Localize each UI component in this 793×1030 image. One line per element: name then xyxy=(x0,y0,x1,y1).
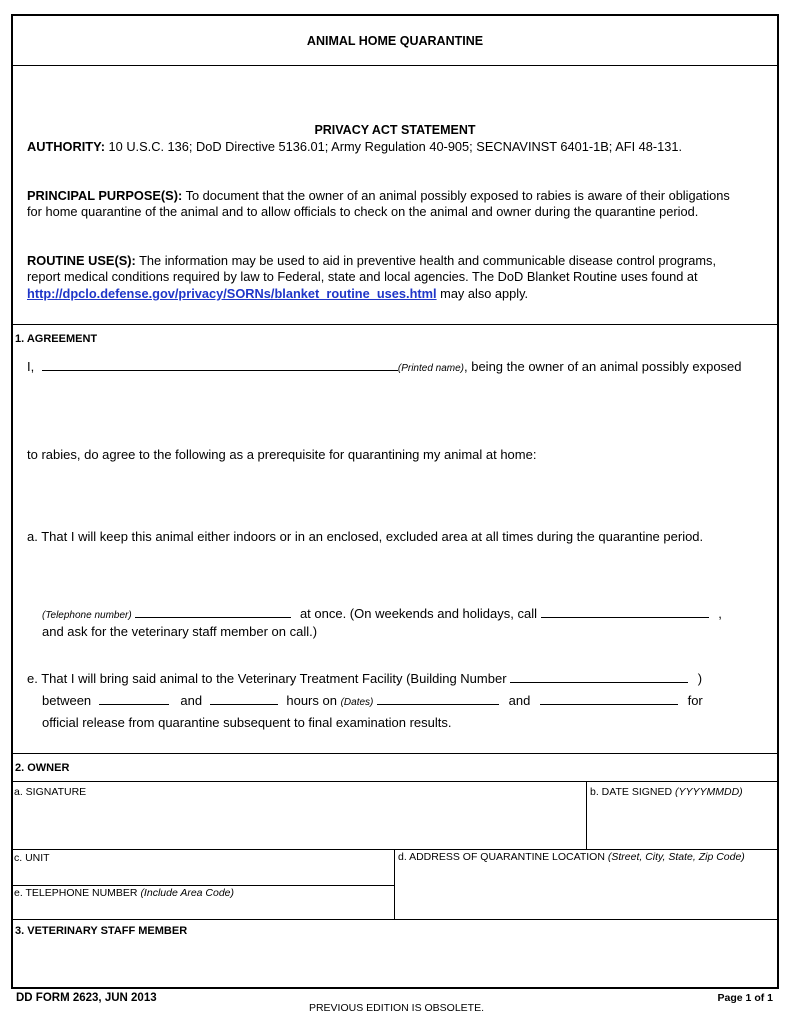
rabies-text: to rabies, do agree to the following as a prerequisite for quarantining my animal at home: xyxy=(27,447,537,462)
owner-heading: 2. OWNER xyxy=(15,762,70,774)
item-e-text: e. That I will bring said animal to the Veterinary Treatment Facility (Building Number xyxy=(27,671,507,686)
divider-privacy xyxy=(11,324,779,325)
telephone-field[interactable] xyxy=(135,605,291,618)
printed-name-field[interactable] xyxy=(42,358,398,371)
building-number-field[interactable] xyxy=(510,670,688,683)
telephone-line xyxy=(42,605,722,621)
authority-label: AUTHORITY: xyxy=(27,139,105,154)
date-from-field[interactable] xyxy=(377,692,499,705)
purpose-label: PRINCIPAL PURPOSE(S): xyxy=(27,188,183,203)
page-number: Page 1 of 1 xyxy=(717,992,773,1004)
vet-staff-field[interactable] xyxy=(12,940,776,987)
and-text-2: and xyxy=(508,693,531,708)
hours-from-field[interactable] xyxy=(99,692,169,705)
at-once-text: at once. (On weekends and holidays, call xyxy=(299,606,537,621)
authority-text: 10 U.S.C. 136; DoD Directive 5136.01; Army Regulation 40-905; SECNAVINST 6401-1B; AFI 48-131. xyxy=(108,139,683,154)
routine-line-3 xyxy=(27,286,528,302)
divider-owner-heading xyxy=(11,781,779,782)
purpose-text-1: To document that the owner of an animal possibly exposed to rabies is aware of their obligations xyxy=(185,188,730,203)
blanket-routine-uses-link[interactable]: http://dpclo.defense.gov/privacy/SORNs/blanket_routine_uses.html xyxy=(27,286,437,301)
telephone-label xyxy=(14,887,234,899)
date-signed-hint: (YYYYMMDD) xyxy=(675,786,743,798)
signature-label: a. SIGNATURE xyxy=(14,786,87,798)
privacy-heading: PRIVACY ACT STATEMENT xyxy=(314,123,476,137)
routine-text-1: The information may be used to aid in preventive health and communicable disease control programs, xyxy=(139,253,716,268)
for-text: for xyxy=(687,693,703,708)
address-text: d. ADDRESS OF QUARANTINE LOCATION xyxy=(398,851,605,863)
agreement-heading: 1. AGREEMENT xyxy=(15,333,98,345)
address-hint: (Street, City, State, Zip Code) xyxy=(607,851,745,863)
purpose-line-1 xyxy=(27,188,730,204)
date-signed-label xyxy=(590,786,743,798)
divider-title xyxy=(11,65,779,66)
unit-label: c. UNIT xyxy=(14,852,50,864)
routine-line-1 xyxy=(27,253,716,269)
divider-agreement xyxy=(11,753,779,754)
owner-telephone-field[interactable] xyxy=(12,901,392,918)
divider-owner xyxy=(11,919,779,920)
release-text: official release from quarantine subsequent to final examination results. xyxy=(42,715,452,730)
form-title: ANIMAL HOME QUARANTINE xyxy=(306,34,484,48)
i-prefix: I, xyxy=(27,359,35,374)
unit-field[interactable] xyxy=(12,866,392,883)
between-line xyxy=(42,692,703,708)
close-paren: ) xyxy=(697,671,703,686)
owner-text: , being the owner of an animal possibly exposed xyxy=(464,359,742,374)
between-text: between xyxy=(42,693,92,708)
on-call-text: and ask for the veterinary staff member on call.) xyxy=(42,624,318,639)
address-label xyxy=(398,851,745,863)
printed-name-hint: (Printed name) xyxy=(397,363,464,374)
form-id: DD FORM 2623, JUN 2013 xyxy=(16,992,157,1004)
signature-field[interactable] xyxy=(12,800,584,847)
routine-tail: may also apply. xyxy=(440,286,529,301)
divider-date-col xyxy=(586,781,587,849)
and-text-1: and xyxy=(180,693,203,708)
obsolete-notice: PREVIOUS EDITION IS OBSOLETE. xyxy=(308,1002,485,1014)
hours-on-text: hours on xyxy=(286,693,337,708)
vet-heading: 3. VETERINARY STAFF MEMBER xyxy=(15,925,188,937)
address-field[interactable] xyxy=(396,866,776,917)
agreement-name-line xyxy=(27,358,742,374)
comma: , xyxy=(718,606,722,621)
date-signed-field[interactable] xyxy=(588,800,776,847)
divider-signature-row xyxy=(11,849,779,850)
telephone-label-text: e. TELEPHONE NUMBER xyxy=(14,887,138,899)
purpose-line-2: for home quarantine of the animal and to allow officials to check on the animal and owner during the quarantine period. xyxy=(27,204,699,219)
date-to-field[interactable] xyxy=(540,692,678,705)
telephone-hint: (Telephone number) xyxy=(42,610,132,621)
authority-line xyxy=(27,139,682,155)
routine-label: ROUTINE USE(S): xyxy=(27,253,136,268)
item-a-text: a. That I will keep this animal either indoors or in an enclosed, excluded area at all times during the quarantine period. xyxy=(27,529,704,544)
dates-hint: (Dates) xyxy=(340,697,374,708)
divider-unit xyxy=(11,885,395,886)
weekend-phone-field[interactable] xyxy=(541,605,709,618)
item-e-line xyxy=(27,670,702,686)
divider-address-col xyxy=(394,849,395,919)
routine-line-2: report medical conditions required by law to Federal, state and local agencies. The DoD Blanket Routine uses found at xyxy=(27,269,698,284)
telephone-label-hint: (Include Area Code) xyxy=(140,887,235,899)
hours-to-field[interactable] xyxy=(210,692,278,705)
date-signed-text: b. DATE SIGNED xyxy=(590,786,673,798)
